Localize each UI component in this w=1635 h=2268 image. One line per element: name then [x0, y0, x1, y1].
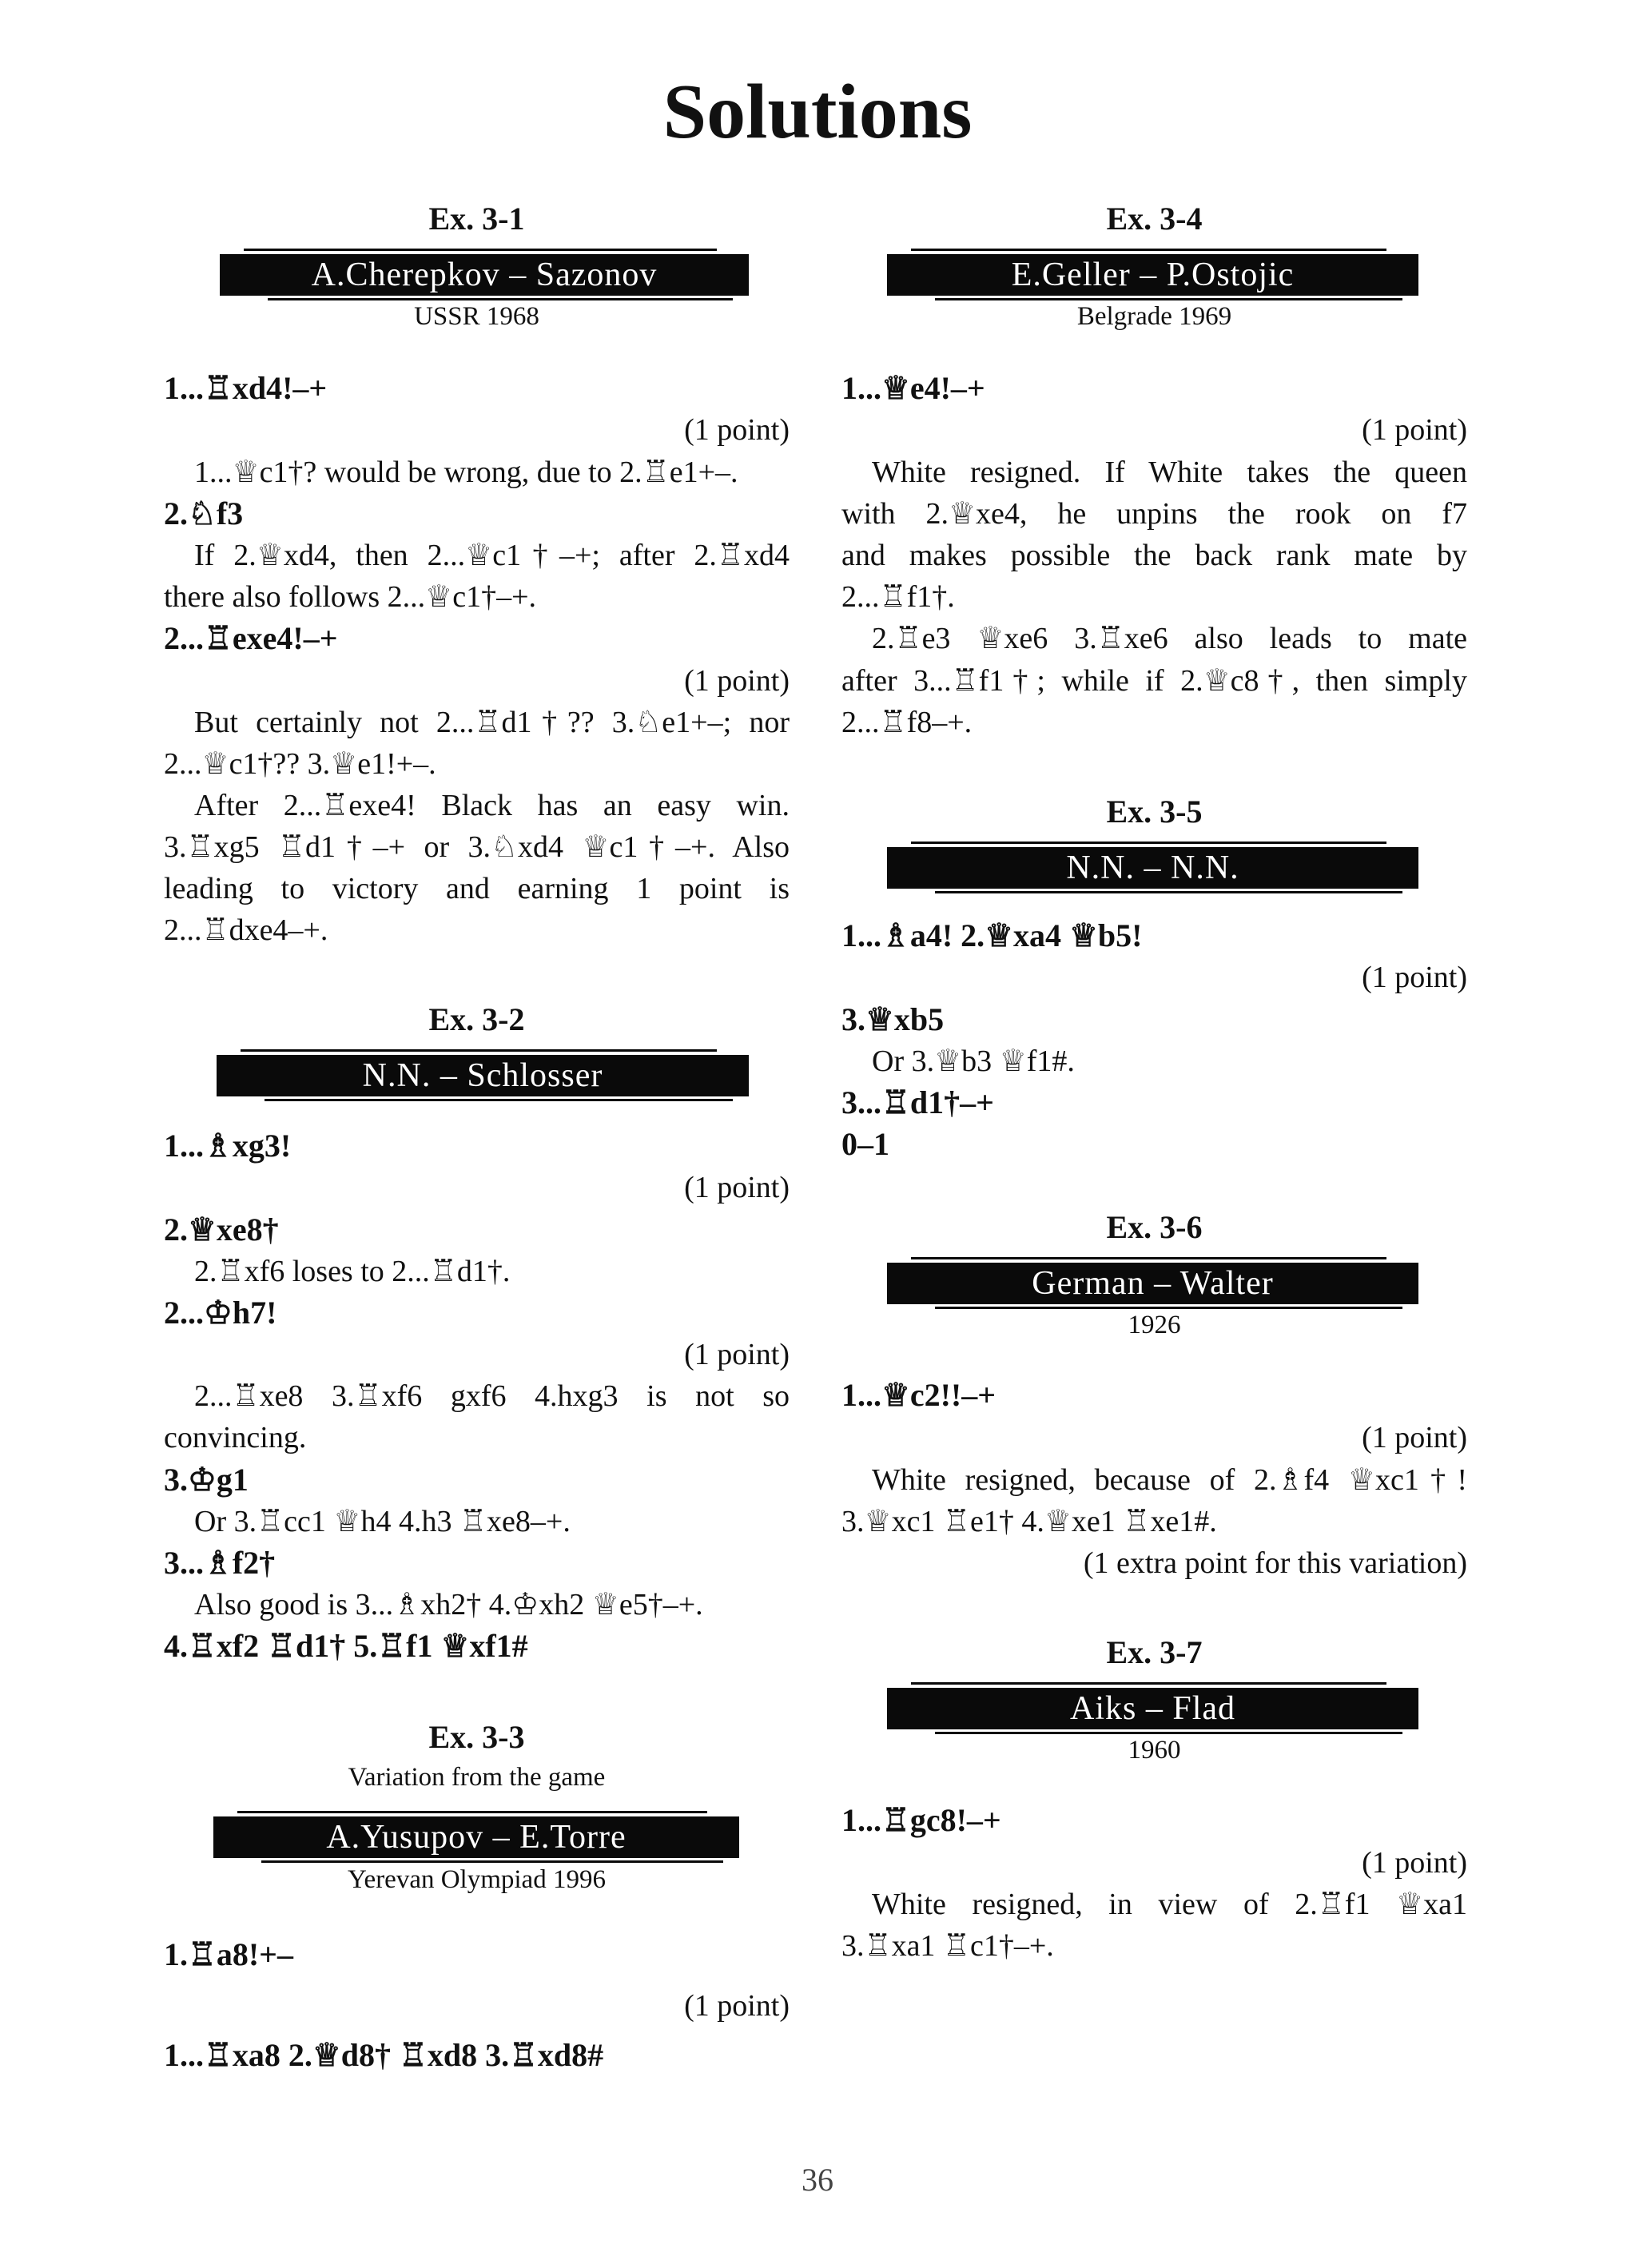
page-title: Solutions [662, 69, 973, 155]
solution-move: 2.♕xe8† [164, 1212, 279, 1247]
commentary-line: White resigned. If White takes the queen [872, 456, 1467, 489]
players-banner: N.N. – N.N. [887, 847, 1418, 889]
event-caption: Yerevan Olympiad 1996 [348, 1865, 606, 1894]
players-banner: Aiks – Flad [887, 1688, 1418, 1729]
solution-move: 1.♖a8!+– [164, 1936, 293, 1972]
players-banner: E.Geller – P.Ostojic [887, 254, 1418, 296]
event-caption: 1960 [1128, 1736, 1181, 1765]
solution-move: 3...♖d1†–+ [841, 1084, 994, 1120]
commentary-line: after 3...♖f1†; while if 2.♕c8†, then simply [841, 664, 1467, 698]
exercise-heading: Ex. 3-6 [1106, 1209, 1203, 1245]
solution-move: 3...♗f2† [164, 1545, 276, 1581]
solution-move: 1...♕c2!!–+ [841, 1377, 997, 1413]
commentary-line: convincing. [164, 1421, 307, 1454]
commentary-line: 2...♖dxe4–+. [164, 913, 328, 947]
players-banner: German – Walter [887, 1263, 1418, 1304]
solution-move: 2...♖exe4!–+ [164, 620, 338, 656]
exercise-heading: Ex. 3-3 [428, 1719, 525, 1755]
event-caption: 1926 [1128, 1311, 1181, 1339]
solution-move: 1...♗a4! 2.♕xa4 ♕b5! [841, 917, 1143, 953]
event-caption: Belgrade 1969 [1076, 302, 1232, 331]
players-banner: A.Cherepkov – Sazonov [220, 254, 749, 296]
commentary-line: and makes possible the back rank mate by [841, 539, 1467, 572]
points-label: (1 point) [1362, 1421, 1467, 1454]
points-label: (1 point) [684, 1989, 790, 2023]
points-label: (1 point) [684, 413, 790, 447]
commentary-line: Or 3.♖cc1 ♕h4 4.h3 ♖xe8–+. [194, 1505, 571, 1538]
solution-move: 3.♔g1 [164, 1462, 249, 1498]
solution-move: 1...♖xd4!–+ [164, 370, 328, 406]
commentary-line: 2...♖f1†. [841, 580, 955, 614]
commentary-line: Or 3.♕b3 ♕f1#. [872, 1044, 1075, 1078]
exercise-heading: Ex. 3-2 [428, 1001, 525, 1037]
commentary-line: White resigned, because of 2.♗f4 ♕xc1†! [872, 1463, 1467, 1497]
variation-note: Variation from the game [348, 1763, 606, 1792]
solution-move: 4.♖xf2 ♖d1† 5.♖f1 ♕xf1# [164, 1628, 528, 1664]
players-banner: N.N. – Schlosser [217, 1055, 749, 1096]
commentary-line: there also follows 2...♕c1†–+. [164, 580, 537, 614]
solution-move: 1...♖xa8 2.♕d8† ♖xd8 3.♖xd8# [164, 2037, 604, 2073]
commentary-line: 2.♖xf6 loses to 2...♖d1†. [194, 1255, 511, 1288]
exercise-heading: Ex. 3-4 [1106, 201, 1203, 237]
commentary-line: 2...♖xe8 3.♖xf6 gxf6 4.hxg3 is not so [194, 1379, 790, 1413]
points-label: (1 extra point for this variation) [1083, 1546, 1467, 1580]
players-banner: A.Yusupov – E.Torre [213, 1816, 739, 1858]
solution-move: 2.♘f3 [164, 495, 244, 531]
commentary-line: leading to victory and earning 1 point is [164, 872, 790, 905]
exercise-heading: Ex. 3-1 [428, 201, 525, 237]
exercise-heading: Ex. 3-5 [1106, 794, 1203, 830]
points-label: (1 point) [1362, 413, 1467, 447]
commentary-line: 3.♕xc1 ♖e1† 4.♕xe1 ♖xe1#. [841, 1505, 1217, 1538]
commentary-line: 1...♕c1†? would be wrong, due to 2.♖e1+–. [194, 456, 738, 489]
solution-move: 1...♗xg3! [164, 1128, 292, 1164]
commentary-line: If 2.♕xd4, then 2...♕c1†–+; after 2.♖xd4 [194, 539, 790, 572]
commentary-line: 2...♖f8–+. [841, 706, 973, 739]
solution-move: 3.♕xb5 [841, 1001, 945, 1037]
exercise-heading: Ex. 3-7 [1106, 1634, 1203, 1670]
commentary-line: But certainly not 2...♖d1†?? 3.♘e1+–; nor [194, 706, 790, 739]
commentary-line: with 2.♕xe4, he unpins the rook on f7 [841, 497, 1467, 531]
commentary-line: 2.♖e3 ♕xe6 3.♖xe6 also leads to mate [872, 622, 1467, 655]
commentary-line: 3.♖xg5 ♖d1†–+ or 3.♘xd4 ♕c1†–+. Also [164, 830, 790, 864]
solution-move: 2...♔h7! [164, 1295, 277, 1331]
solution-move: 1...♖gc8!–+ [841, 1802, 1001, 1838]
solution-move: 1...♕e4!–+ [841, 370, 985, 406]
page-number: 36 [802, 2162, 833, 2198]
points-label: (1 point) [1362, 1846, 1467, 1880]
points-label: (1 point) [1362, 961, 1467, 994]
result: 0–1 [841, 1126, 889, 1162]
points-label: (1 point) [684, 1338, 790, 1371]
commentary-line: White resigned, in view of 2.♖f1 ♕xa1 [872, 1888, 1467, 1921]
commentary-line: 3.♖xa1 ♖c1†–+. [841, 1929, 1054, 1963]
points-label: (1 point) [684, 664, 790, 698]
commentary-line: Also good is 3...♗xh2† 4.♔xh2 ♕e5†–+. [194, 1588, 703, 1621]
event-caption: USSR 1968 [414, 302, 539, 331]
points-label: (1 point) [684, 1171, 790, 1204]
commentary-line: After 2...♖exe4! Black has an easy win. [194, 789, 790, 822]
commentary-line: 2...♕c1†?? 3.♕e1!+–. [164, 747, 436, 781]
